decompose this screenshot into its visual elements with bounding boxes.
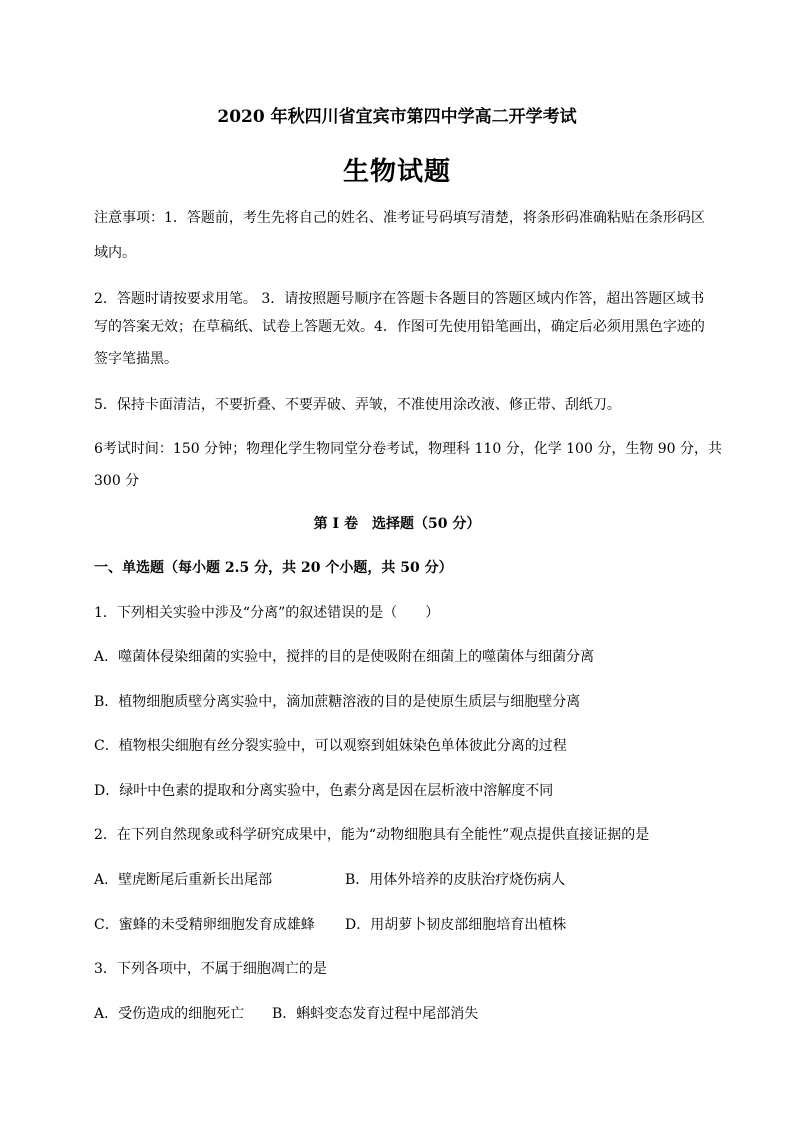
exam-title: 生物试题 — [342, 157, 451, 187]
question-stem: 3．下列各项中，不属于细胞凋亡的是 — [94, 961, 327, 977]
option-row — [94, 871, 566, 889]
note-line: 5．保持卡面清洁，不要折叠、不要弄破、弄皱，不准使用涂改液、修正带、刮纸刀。 — [94, 397, 621, 413]
note-line: 2．答题时请按要求用笔。 3．请按照题号顺序在答题卡各题目的答题区域内作答，超出答题区域书 — [94, 291, 705, 307]
exam-subtitle: 2020 年秋四川省宜宾市第四中学高二开学考试 — [217, 107, 577, 127]
option-c: C．植物根尖细胞有丝分裂实验中，可以观察到姐妹染色单体彼此分离的过程 — [94, 738, 567, 754]
option-a: A．噬菌体侵染细菌的实验中，搅拌的目的是使吸附在细菌上的噬菌体与细菌分离 — [94, 649, 595, 665]
note-line: 注意事项：1．答题前，考生先将自己的姓名、准考证号码填写清楚，将条形码准确粘贴在条形码区 — [94, 210, 705, 226]
note-line: 6考试时间：150 分钟；物理化学生物同堂分卷考试，物理科 110 分，化学 100 分，生物 90 分，共 — [94, 441, 723, 457]
question-stem: 2．在下列自然现象或科学研究成果中，能为“动物细胞具有全能性”观点提供直接证据的是 — [94, 827, 650, 843]
option-b: B．蝌蚪变态发育过程中尾部消失 — [272, 1006, 479, 1022]
option-b: B．植物细胞质壁分离实验中，滴加蔗糖溶液的目的是使原生质层与细胞壁分离 — [94, 694, 581, 710]
option-d: D．绿叶中色素的提取和分离实验中，色素分离是因在层析液中溶解度不同 — [94, 783, 554, 799]
note-line: 300 分 — [94, 473, 140, 489]
note-line: 域内。 — [94, 245, 136, 261]
part-heading: 一、单选题（每小题 2.5 分，共 20 个小题，共 50 分） — [94, 560, 453, 576]
note-line: 写的答案无效；在草稿纸、试卷上答题无效。4．作图可先使用铅笔画出，确定后必须用黑色字迹的 — [94, 319, 705, 335]
option-row — [94, 916, 567, 934]
section-heading: 第 I 卷 选择题（50 分） — [313, 516, 481, 532]
option-b: B．用体外培养的皮肤治疗烧伤病人 — [345, 872, 566, 888]
question-stem: 1．下列相关实验中涉及“分离”的叙述错误的是（ ） — [94, 605, 440, 621]
option-d: D．用胡萝卜韧皮部细胞培育出植株 — [345, 917, 567, 933]
option-row — [94, 1005, 479, 1023]
option-a: A．壁虎断尾后重新长出尾部 — [94, 872, 273, 888]
option-c: C．蜜蜂的未受精卵细胞发育成雄蜂 — [94, 917, 315, 933]
option-a: A．受伤造成的细胞死亡 — [94, 1006, 245, 1022]
note-line: 签字笔描黑。 — [94, 351, 178, 367]
